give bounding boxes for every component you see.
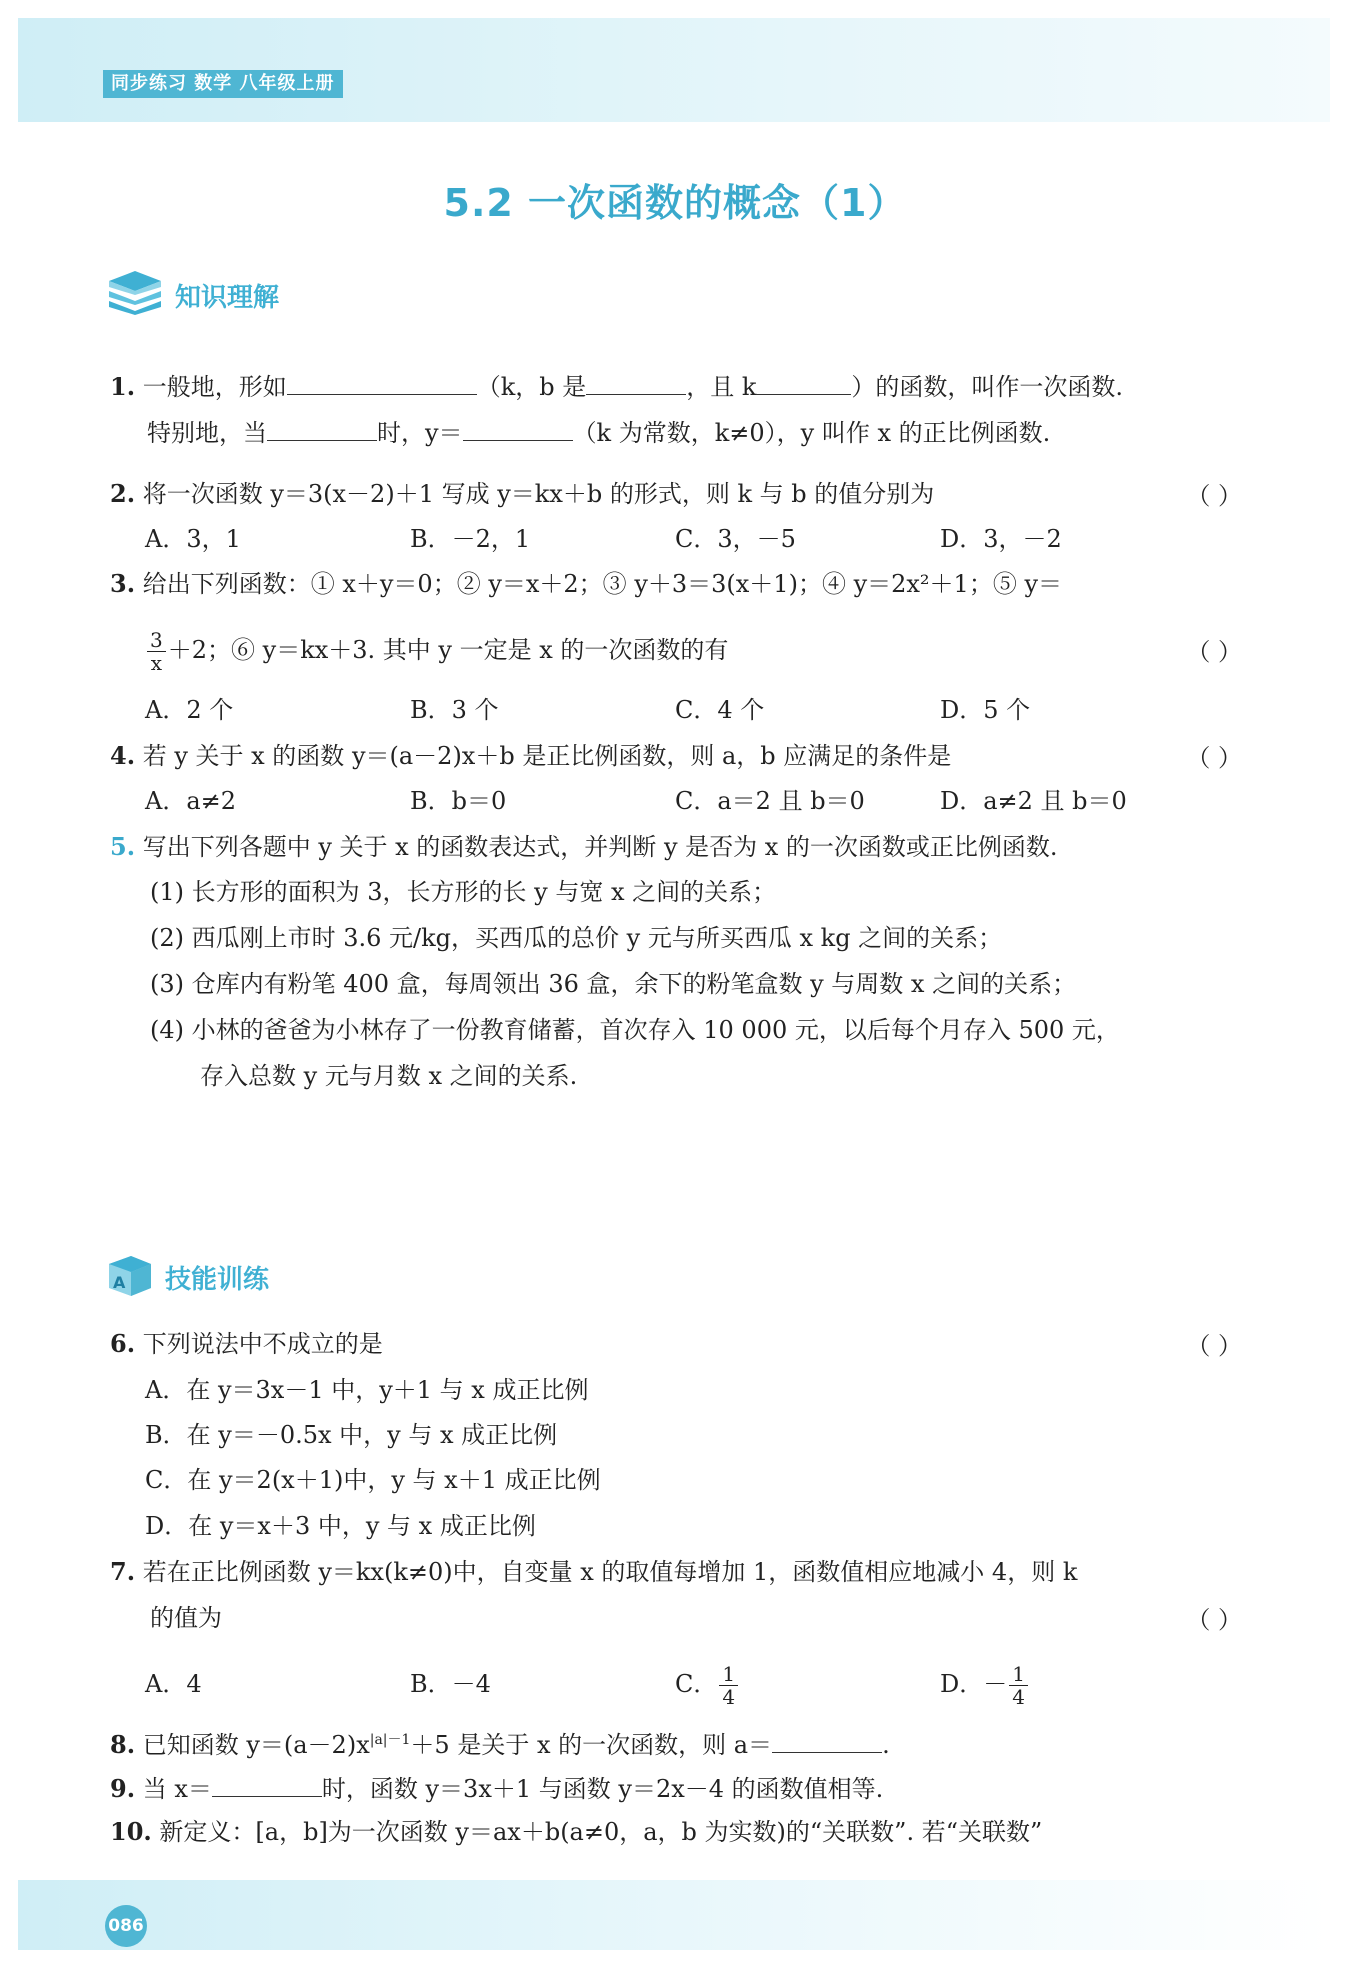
question-3-options (145, 692, 1205, 728)
page-number: 086 (105, 1905, 147, 1947)
answer-paren[interactable]: （ ） (1186, 638, 1242, 666)
answer-paren[interactable]: （ ） (1186, 1606, 1242, 1634)
answer-blank[interactable] (267, 412, 377, 441)
option[interactable]: A．2 个 (145, 696, 234, 724)
section-label: 知识理解 (175, 282, 280, 313)
option[interactable]: A．4 (145, 1670, 202, 1698)
option[interactable]: A．a≠2 (145, 787, 237, 815)
option[interactable]: A．3，1 (145, 525, 241, 553)
question-1-line2: 特别地，当 时，y＝ （k 为常数，k≠0），y 叫作 x 的正比例函数. (147, 412, 1277, 451)
section-skills (105, 1252, 269, 1302)
sub-question: (4) 小林的爸爸为小林存了一份教育储蓄，首次存入 10 000 元，以后每个月存入 500 元， (150, 1016, 1120, 1044)
books-icon (105, 271, 165, 319)
answer-blank[interactable] (772, 1724, 882, 1753)
fraction: $\frac{1}{4}$ (1009, 1663, 1028, 1708)
question-2-options (145, 521, 1205, 557)
answer-blank[interactable] (756, 366, 851, 395)
option[interactable]: B．在 y＝－0.5x 中，y 与 x 成正比例 (145, 1421, 558, 1449)
option[interactable]: B．－4 (410, 1670, 491, 1698)
fraction: $\frac{1}{4}$ (719, 1663, 738, 1708)
question-4-options (145, 783, 1205, 819)
question-7: 7. 若在正比例函数 y＝kx(k≠0)中，自变量 x 的取值每增加 1，函数值相应地减小 4，则 k (110, 1557, 1078, 1586)
section-understanding (105, 270, 279, 320)
sub-question: 存入总数 y 元与月数 x 之间的关系. (200, 1062, 578, 1090)
question-1: 1. 一般地，形如 （k，b 是 ，且 k ）的函数，叫作一次函数. (110, 366, 1240, 405)
option[interactable]: C．在 y＝2(x＋1)中，y 与 x＋1 成正比例 (145, 1466, 601, 1494)
option[interactable]: A．在 y＝3x－1 中，y＋1 与 x 成正比例 (145, 1376, 589, 1404)
option[interactable]: C．4 个 (675, 696, 765, 724)
answer-blank[interactable] (586, 366, 686, 395)
sub-question: (1) 长方形的面积为 3，长方形的长 y 与宽 x 之间的关系； (150, 878, 777, 906)
question-10: 10. 新定义：[a，b]为一次函数 y＝ax＋b(a≠0，a，b 为实数)的“关联数”. 若“关联数” (110, 1817, 1043, 1846)
fraction: $\frac{3}{x}$ (147, 629, 166, 674)
section-label: 技能训练 (165, 1264, 270, 1295)
book-tag: 同步练习 数学 八年级上册 (103, 70, 343, 98)
option[interactable]: C． $\frac{1}{4}$ (675, 1660, 940, 1708)
page-title: 5.2 一次函数的概念（1） (443, 181, 907, 225)
option[interactable]: D．a≠2 且 b＝0 (940, 787, 1127, 815)
question-3-line2: $\frac{3}{x}$ ＋2；⑥ y＝kx＋3. 其中 y 一定是 x 的一次函数的有 (145, 620, 1275, 680)
option[interactable]: B．3 个 (410, 696, 499, 724)
answer-paren[interactable]: （ ） (1186, 744, 1242, 772)
option[interactable]: D．5 个 (940, 696, 1031, 724)
answer-blank[interactable] (463, 412, 573, 441)
answer-paren[interactable]: （ ） (1186, 1332, 1242, 1360)
footer-band (18, 1880, 1330, 1950)
option[interactable]: D．3，－2 (940, 525, 1062, 553)
question-4: 4. 若 y 关于 x 的函数 y＝(a－2)x＋b 是正比例函数，则 a，b 应满足的条件是 (110, 741, 952, 770)
cube-a-icon (105, 1252, 155, 1302)
sub-question: (2) 西瓜刚上市时 3.6 元/kg，买西瓜的总价 y 元与所买西瓜 x kg 之间的关系； (150, 924, 1003, 952)
answer-blank[interactable] (212, 1768, 322, 1797)
question-7-options (145, 1660, 1205, 1708)
sub-question: (3) 仓库内有粉笔 400 盒，每周领出 36 盒，余下的粉笔盒数 y 与周数 x 之间的关系； (150, 970, 1077, 998)
question-8: 8. 已知函数 $y=(a-2)x^{|a|-1}+5$ 是关于 x 的一次函数，则 a＝ . (110, 1722, 1240, 1763)
question-3: 3. 给出下列函数：① x＋y＝0；② y＝x＋2；③ y＋3＝3(x＋1)；④ y＝2x²＋1；⑤ y＝ (110, 569, 1063, 598)
question-7-line2: 的值为 (150, 1604, 222, 1632)
option[interactable]: D．在 y＝x＋3 中，y 与 x 成正比例 (145, 1512, 536, 1540)
question-9: 9. 当 x＝ 时，函数 y＝3x＋1 与函数 y＝2x－4 的函数值相等. (110, 1768, 1240, 1807)
question-5: 5. 写出下列各题中 y 关于 x 的函数表达式，并判断 y 是否为 x 的一次函数或正比例函数. (110, 832, 1058, 861)
option[interactable]: C．3，－5 (675, 525, 796, 553)
answer-blank[interactable] (287, 366, 477, 395)
answer-paren[interactable]: （ ） (1186, 482, 1242, 510)
question-6: 6. 下列说法中不成立的是 (110, 1329, 383, 1358)
option[interactable]: B．－2，1 (410, 525, 531, 553)
svg-text:A: A (113, 1273, 126, 1292)
option[interactable]: D．－ $\frac{1}{4}$ (940, 1660, 1205, 1708)
question-2: 2. 将一次函数 y＝3(x－2)＋1 写成 y＝kx＋b 的形式，则 k 与 b 的值分别为 (110, 479, 935, 508)
option[interactable]: C．a＝2 且 b＝0 (675, 787, 865, 815)
option[interactable]: B．b＝0 (410, 787, 507, 815)
